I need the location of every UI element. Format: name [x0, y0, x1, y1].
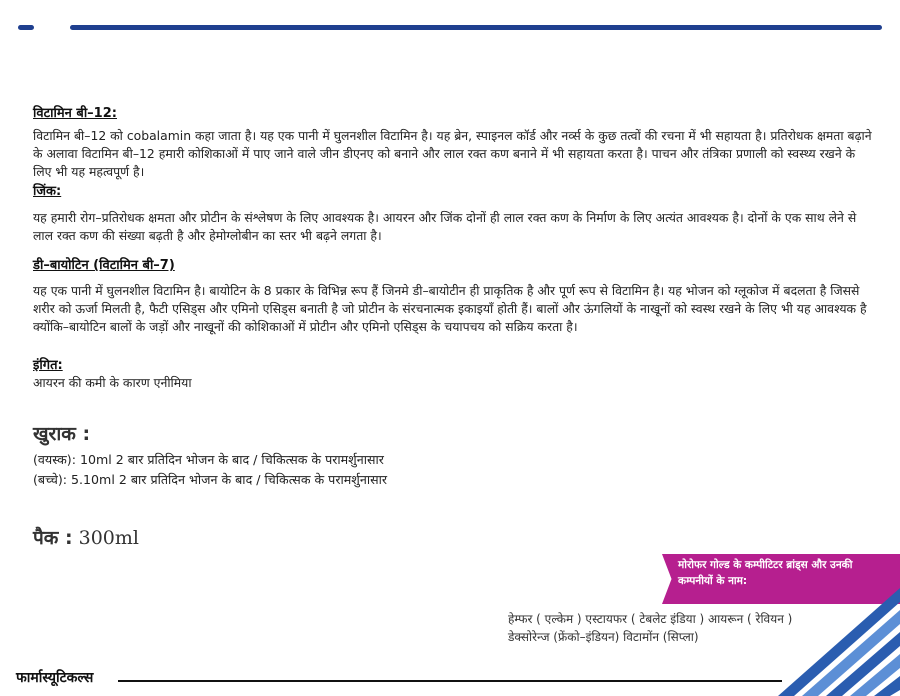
paragraph-vitamin-b12: विटामिन बी–12 को cobalamin कहा जाता है। यह एक पानी में घुलनशील विटामिन है। यह ब्रेन, स्पाइनल कॉर्ड और नर्व्स के कुछ तत्वों की रचना में भी सहायता है। प्रतिरोधक क्षमता बढ़ाने के अलावा विटामिन बी–12 हमारी कोशिकाओं में पाए जाने वाले जीन डीएनए को बनाने और लाल रक्त कण बनाने में भी सहायता करता है। पाचन और तंत्रिका प्रणाली को स्वस्थ्य रखने के लिए भी यह महत्वपूर्ण है।: [33, 128, 872, 179]
heading-indication: इंगित:: [33, 358, 63, 373]
footer-rule: [118, 680, 782, 682]
dosage-child: (बच्चे): 5.10ml 2 बार प्रतिदिन भोजन के बाद / चिकित्सक के परामर्शुनासार: [33, 472, 388, 487]
top-bar-left-accent: [18, 25, 34, 30]
paragraph-indication: आयरन की कमी के कारण एनीमिया: [33, 375, 192, 390]
competitor-banner-title: मोरोफर गोल्ड के कम्पीटिटर ब्रांड्स और उनकी कम्पनीयों के नाम:: [678, 559, 853, 587]
heading-zinc: जिंक:: [33, 184, 62, 199]
heading-d-biotin: डी–बायोटिन (विटामिन बी–7): [33, 258, 175, 273]
pack-value: 300ml: [78, 527, 139, 549]
top-bar-right-accent: [70, 25, 882, 30]
footer-label: फार्मास्यूटिकल्स: [16, 670, 94, 686]
heading-vitamin-b12: विटामिन बी–12:: [33, 106, 117, 121]
paragraph-d-biotin: यह एक पानी में घुलनशील विटामिन है। बायोटिन के 8 प्रकार के विभिन्न रूप हैं जिनमे डी–बायोटीन ही प्राकृतिक है और पूर्ण रूप से विटामिन है। यह भोजन को ग्लूकोज में बदलता है जिससे शरीर को ऊर्जा मिलती है, फैटी एसिड्स और एमिनो एसिड्स बनाती है जो प्रोटीन के संरचनात्मक इकाइयाँ होती हैं। बालों और ऊंगलियों के नाखूनों को स्वस्थ रखने के लिए भी यह आवश्यक है क्योंकि–बायोटिन बालों के जड़ों और नाखूनों की कोशिकाओं में प्रोटीन और एमिनो एसिड्स के चयापचय को सक्रिय करता है।: [33, 283, 867, 334]
competitor-list-line: डेक्सोरेन्ज (फ्रेंको–इंडियन) विटामोंन (सिप्ला): [508, 630, 699, 644]
paragraph-zinc: यह हमारी रोग–प्रतिरोधक क्षमता और प्रोटीन के संश्लेषण के लिए आवश्यक है। आयरन और जिंक दोनों ही लाल रक्त कण के निर्माण के लिए अत्यंत आवश्यक है। दोनों के एक साथ लेने से लाल रक्त कण की संख्या बढ़ती है और हेमोग्लोबीन का स्तर भी बढ़ने लगता है।: [33, 210, 857, 243]
pack-label: पैक :: [33, 527, 73, 549]
competitor-list-line: हेम्फर ( एल्केम ) एस्टायफर ( टेबलेट इंडिया ) आयरून ( रेवियन ): [508, 612, 793, 626]
dosage-title: खुराक :: [33, 423, 91, 445]
dosage-adult: (वयस्क): 10ml 2 बार प्रतिदिन भोजन के बाद / चिकित्सक के परामर्शुनासार: [33, 452, 384, 467]
pack-size: [33, 524, 139, 550]
